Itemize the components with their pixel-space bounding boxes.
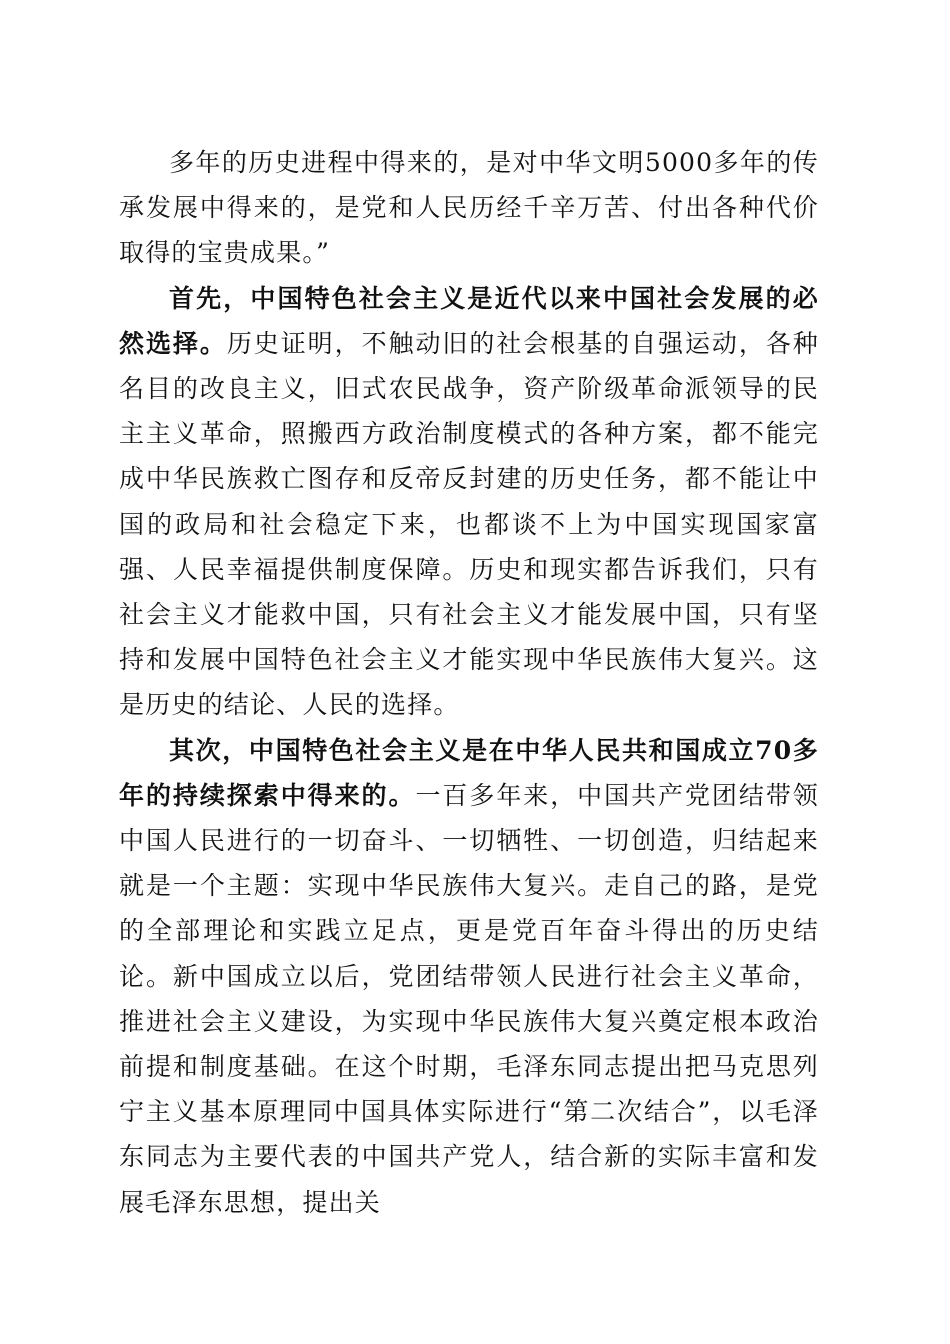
paragraph-first-point xyxy=(119,276,819,728)
paragraph-lead-sentence: 其次，中国特色社会主义是在中华人民共和国成立70多年的持续探索中得来的。 xyxy=(119,735,819,810)
paragraph-lead-sentence: 首先，中国特色社会主义是近代以来中国社会发展的必然选择。 xyxy=(119,283,819,358)
paragraph-second-point xyxy=(119,728,819,1225)
paragraph-text: 一百多年来，中国共产党团结带领中国人民进行的一切奋斗、一切牺牲、一切创造，归结起来就是一个主题：实现中华民族伟大复兴。走自己的路，是党的全部理论和实践立足点，更是党百年奋斗得出的历史结论。新中国成立以后，党团结带领人民进行社会主义革命，推进社会主义建设，为实现中华民族伟大复兴奠定根本政治前提和制度基础。在这个时期，毛泽东同志提出把马克思列宁主义基本原理同中国具体实际进行“第二次结合”，以毛泽东同志为主要代表的中国共产党人，结合新的实际丰富和发展毛泽东思想，提出关 xyxy=(119,780,819,1217)
paragraph-text: 多年的历史进程中得来的，是对中华文明5000多年的传承发展中得来的，是党和人民历经千辛万苦、付出各种代价取得的宝贵成果。” xyxy=(119,148,819,268)
paragraph-continuation xyxy=(119,140,819,276)
document-body xyxy=(119,140,819,1225)
paragraph-text: 历史证明，不触动旧的社会根基的自强运动，各种名目的改良主义，旧式农民战争，资产阶级革命派领导的民主主义革命，照搬西方政治制度模式的各种方案，都不能完成中华民族救亡图存和反帝反封建的历史任务，都不能让中国的政局和社会稳定下来，也都谈不上为中国实现国家富强、人民幸福提供制度保障。历史和现实都告诉我们，只有社会主义才能救中国，只有社会主义才能发展中国，只有坚持和发展中国特色社会主义才能实现中华民族伟大复兴。这是历史的结论、人民的选择。 xyxy=(119,328,819,720)
